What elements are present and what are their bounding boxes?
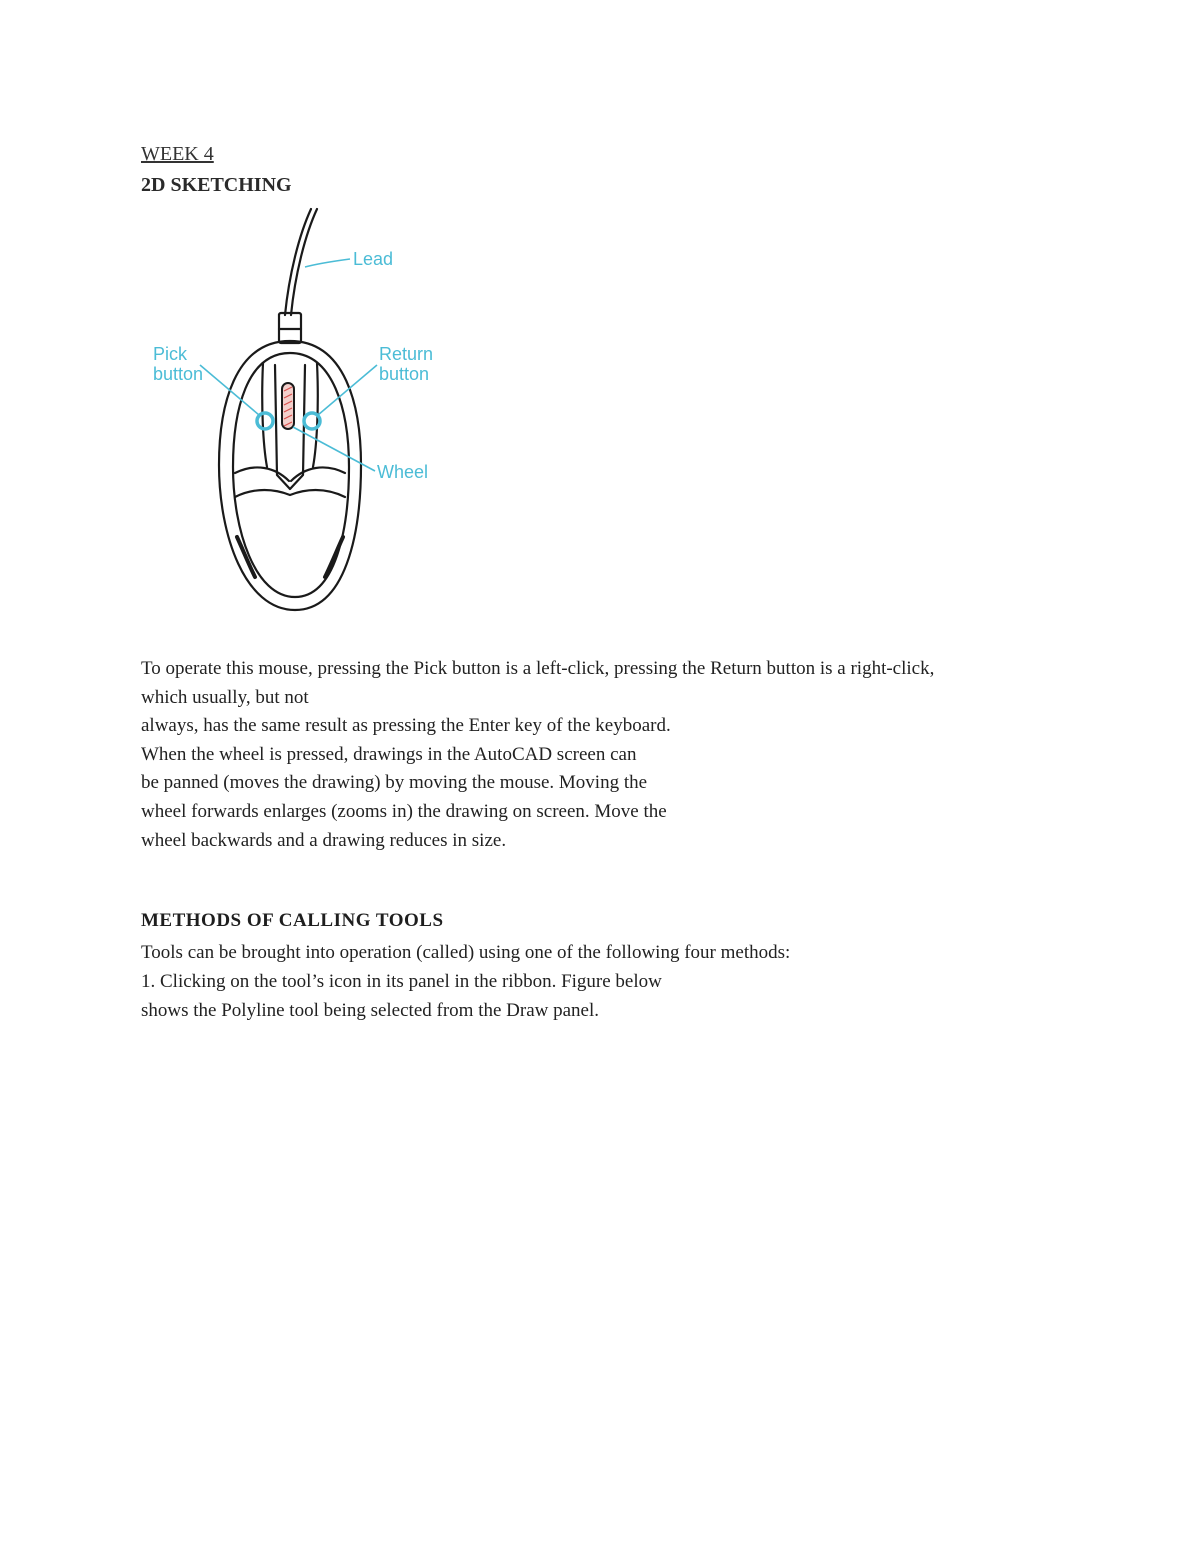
body-line: wheel forwards enlarges (zooms in) the drawing on screen. Move the <box>141 800 667 822</box>
lead-leader-line <box>305 259 350 267</box>
body-line: always, has the same result as pressing the Enter key of the keyboard. <box>141 715 671 737</box>
section-line: Tools can be brought into operation (called) using one of the following four methods: <box>141 942 791 963</box>
mouse-diagram <box>145 205 445 617</box>
body-line: be panned (moves the drawing) by moving the mouse. Moving the <box>141 772 648 794</box>
scroll-wheel <box>282 383 294 429</box>
lead-callout: Lead <box>353 249 394 269</box>
return-callout-line2: button <box>379 364 430 384</box>
wheel-leader-line <box>293 427 375 471</box>
return-callout-line1: Return <box>379 344 434 364</box>
side-grip-left <box>237 537 255 577</box>
body-line: When the wheel is pressed, drawings in the AutoCAD screen can <box>141 743 637 765</box>
mouse-description <box>141 655 1061 855</box>
body-line: To operate this mouse, pressing the Pick button is a left-click, pressing the Return button is a right-click, <box>141 658 935 679</box>
body-line: wheel backwards and a drawing reduces in size. <box>141 829 507 851</box>
section-line: 1. Clicking on the tool’s icon in its panel in the ribbon. Figure below <box>141 971 662 992</box>
document-title: 2D SKETCHING <box>141 174 292 196</box>
section-paragraph <box>141 938 1061 1025</box>
week-label: WEEK 4 <box>141 143 214 165</box>
pick-button-marker <box>257 413 273 429</box>
pick-callout-line2: button <box>153 364 204 384</box>
body-line: which usually, but not <box>141 686 309 708</box>
section-line: shows the Polyline tool being selected from the Draw panel. <box>141 1000 600 1021</box>
mouse-body-outer <box>219 341 361 610</box>
pick-callout-line1: Pick <box>153 344 188 364</box>
section-heading: METHODS OF CALLING TOOLS <box>141 910 444 931</box>
pick-leader-line <box>200 365 259 415</box>
wheel-callout: Wheel <box>377 462 429 482</box>
side-grip-right <box>325 537 343 577</box>
